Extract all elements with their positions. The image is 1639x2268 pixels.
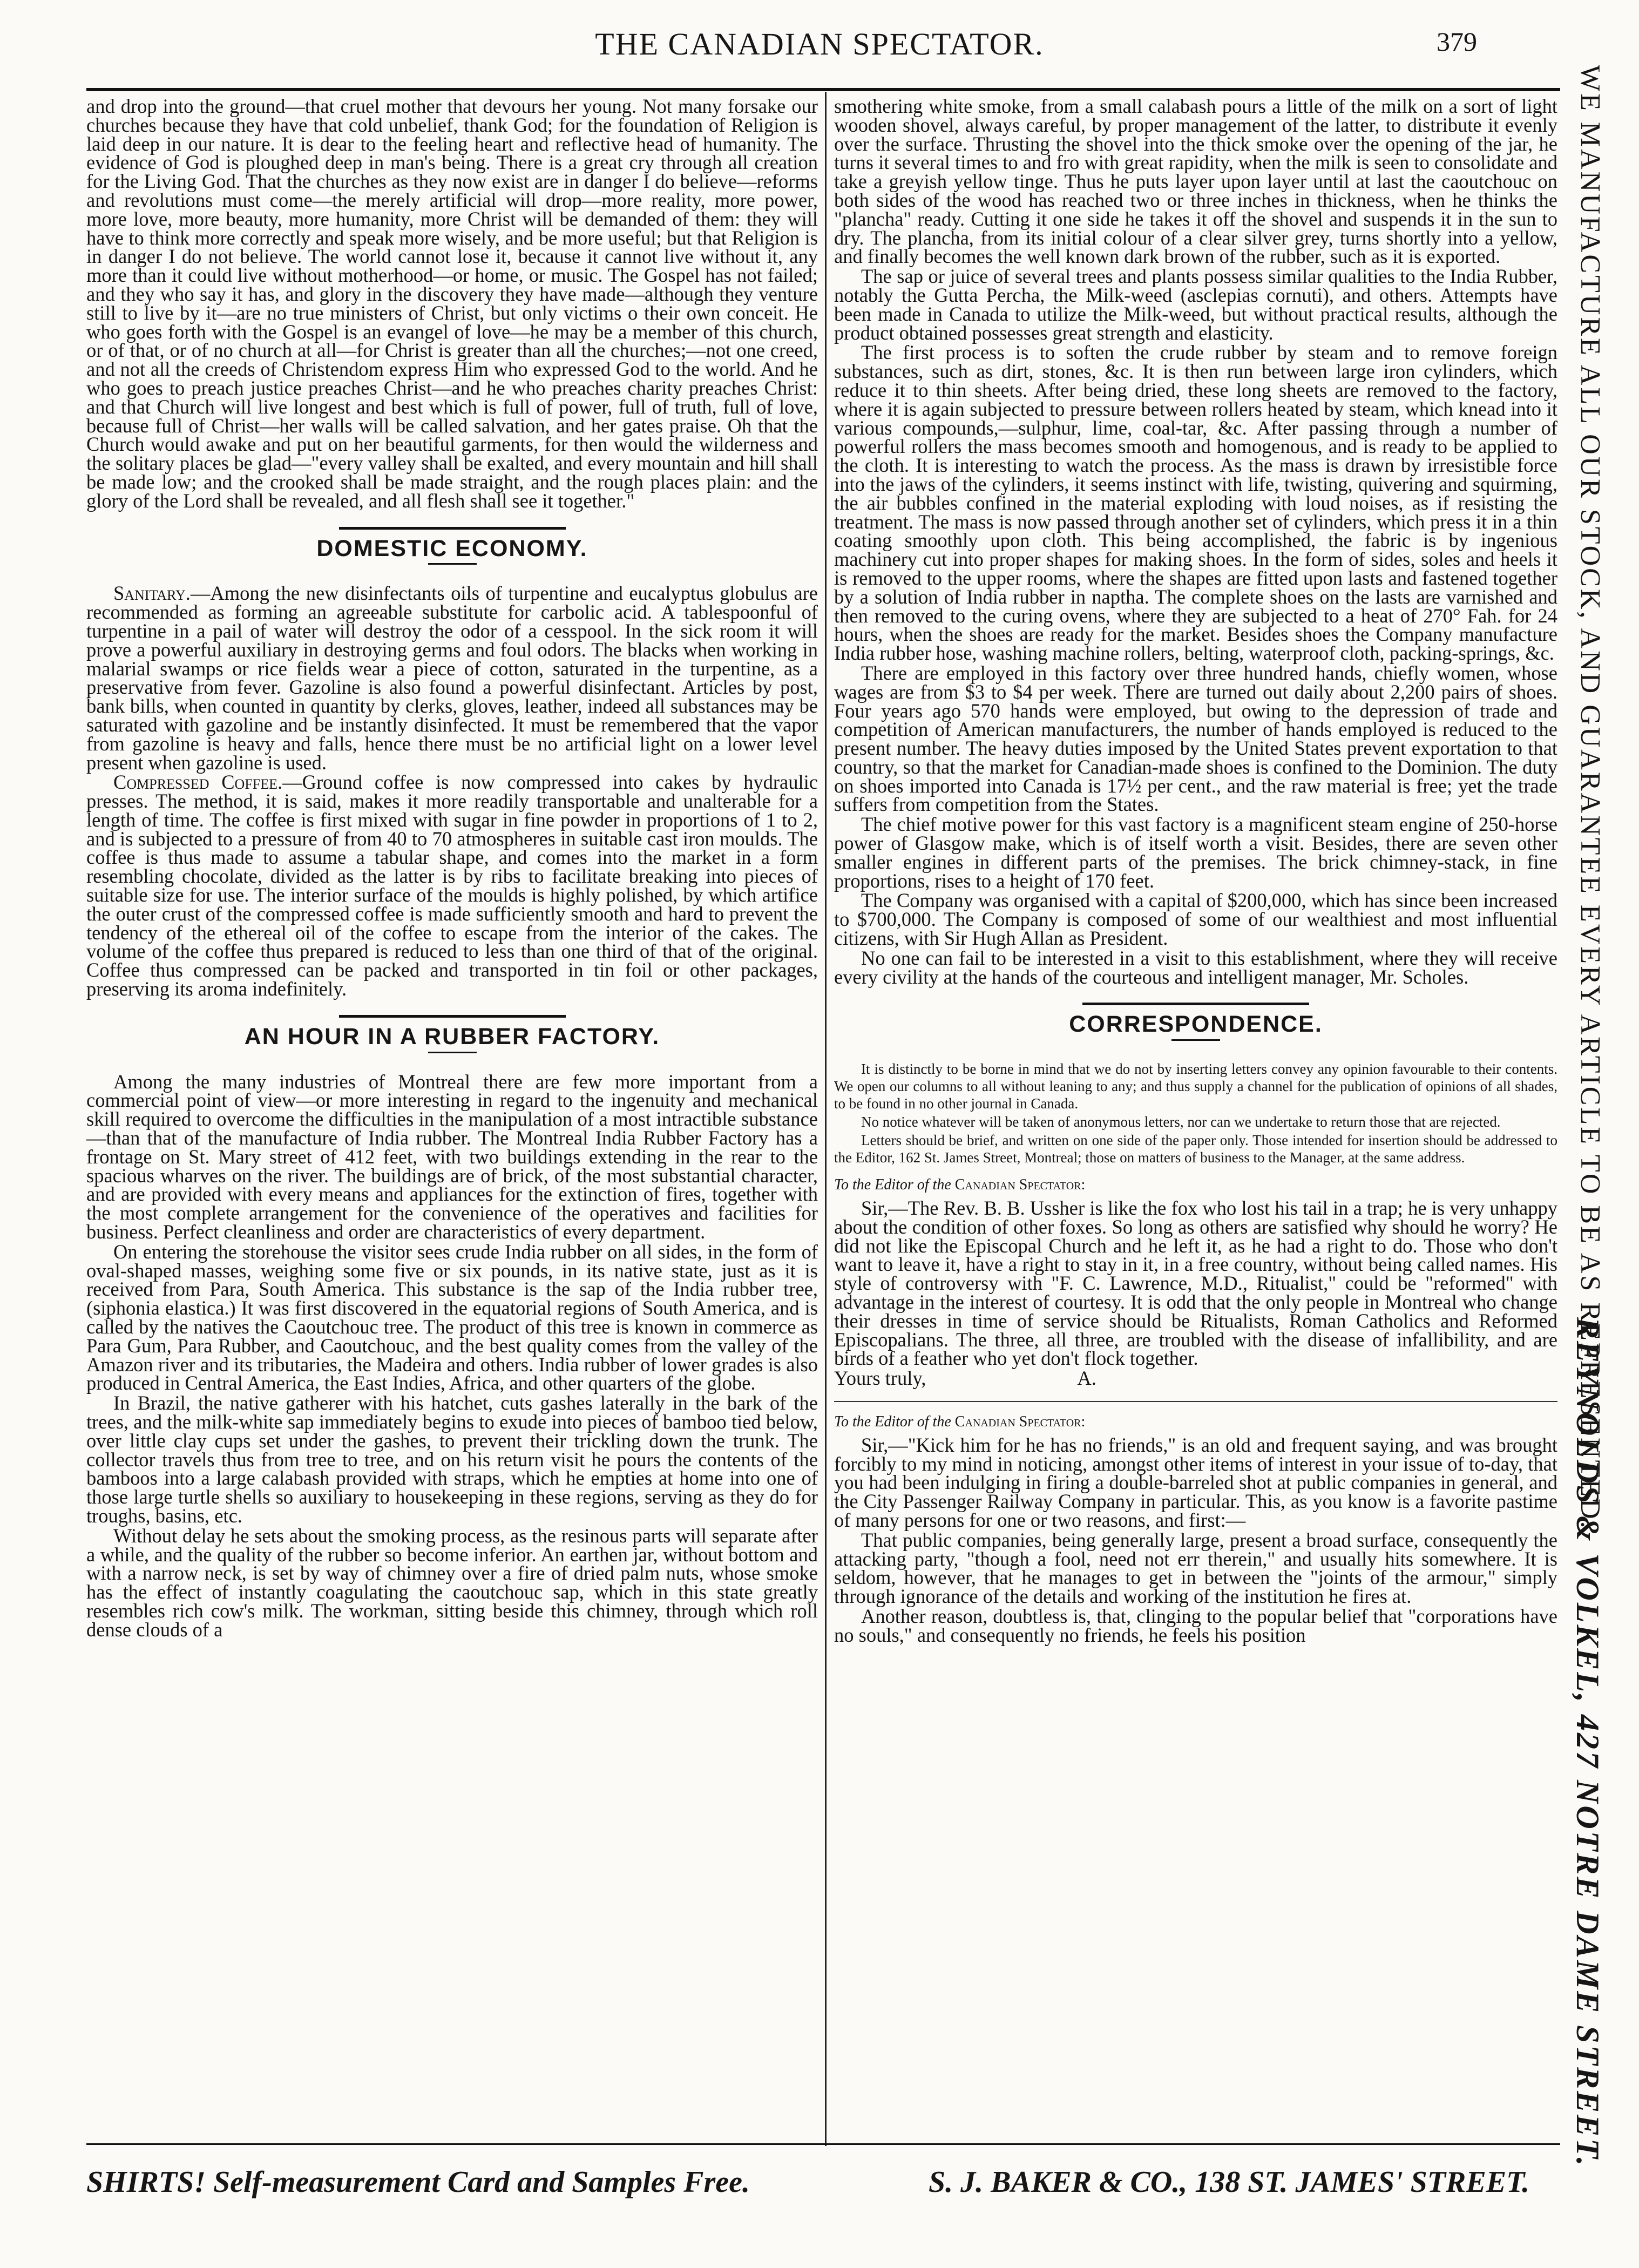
rubber-factory-heading: AN HOUR IN A RUBBER FACTORY.: [244, 1023, 660, 1050]
rubber-paragraph: In Brazil, the native gatherer with his hatchet, cuts gashes laterally in the bark of the trees, and the milk-white sap immediately begins to exude into pieces of bamboo tied below, over little clay cups set under the gashes, to prevent their trickling down the trunk. The collector travels thus from tree to tree, and on his return visit he pours the contents of the bamboos into a large calabash provided with straps, which he empties at home into one of those large turtle shells so auxiliary to housekeeping in these regions, serving as they do for troughs, basins, etc.: [86, 1392, 818, 1527]
side-advertisement-lower: REYNOLDS & VOLKEL, 427 NOTRE DAME STREET.: [1570, 1317, 1606, 2168]
coffee-lead: Compressed Coffee.: [113, 771, 283, 794]
salutation-prefix: To the Editor of the: [834, 1176, 951, 1194]
rubber-paragraph: The sap or juice of several trees and plants possess similar qualities to the India Rubber, notably the Gutta Percha, the Milk-weed (asclepias cornuti), and others. Attempts have been made in Canada to utilize the Milk-weed, but without practical results, although the product obtained possesses great strength and elasticity.: [834, 265, 1557, 344]
continued-article-text: and drop into the ground—that cruel mother that devours her young. Not many forsake our churches because they have that cold unbelief, thank God; for the foundation of Religion is laid deep in our nature. It is dear to the feeling heart and reflective head of humanity. The evidence of God is ploughed deep in man's being. There is a great cry through all creation for the Living God. That the churches as they now exist are in danger I do believe—reforms and revolutions must come—the merely artificial will drop—more reality, more power, more love, more beauty, more humanity, more Christ will be demanded of them: they will have to think more correctly and speak more wisely, and be more useful; but that Religion is in danger I do not believe. The world cannot lose it, because it cannot live without it, any more than it could live without motherhood—or home, or music. The Gospel has not failed; and they who say it has, and glory in the discovery they have made—although they venture still to live by it—are no true ministers of Christ, but only victims o their own conceit. He who goes forth with the Gospel is an evangel of love—he may be a member of this church, or of that, or of no church at all—for Christ is greater than all the churches;—not one creed, and not all the creeds of Christendom express Him who expressed God to the world. And he who goes to preach justice preaches Christ—and he who preaches charity preaches Christ: and that Church will live longest and best which is full of power, full of truth, full of love, because full of Christ—her walls will be called salvation, and her gates praise. Oh that the Church would awake and put on her beautiful garments, for then would the wilderness and the solitary places be glad—"every valley shall be exalted, and every mountain and hill shall be made low; and the crooked shall be made straight, and the rough places plain: and the glory of the Lord shall be revealed, and all flesh shall see it together.": [86, 95, 818, 512]
rubber-paragraph: The Company was organised with a capital of $200,000, which has since been increased to $700,000. The Company is composed of some of our wealthiest and most influential citizens, with Sir Hugh Allan as President.: [834, 889, 1557, 950]
page-header: [65, 15, 1574, 75]
letter-paragraph: Sir,—The Rev. B. B. Ussher is like the fox who lost his tail in a trap; he is very unhappy about the condition of other foxes. So long as others are satisfied why should he worry? He did not like the Episcopal Church and he left it, as he had a right to do. Those who don't want to leave it, have a right to stay in it, in a free country, without being called names. His style of controversy with "F. C. Lawrence, M.D., Ritualist," could be "reformed" with advantage in the interest of courtesy. It is odd that the only people in Montreal who change their dresses in time of service should be Ritualists, Roman Catholics and Reformed Episcopalians. The three, all three, are troubled with the disease of infallibility, and are birds of a feather who yet don't flock together.: [834, 1197, 1557, 1370]
heading-underline: [428, 563, 477, 565]
column-divider: [825, 92, 827, 2146]
footer-advertisement: [86, 2165, 1566, 2199]
signoff-closing: Yours truly,: [834, 1367, 926, 1390]
correspondence-heading: CORRESPONDENCE.: [1069, 1011, 1323, 1038]
sanitary-text: —Among the new disinfectants oils of turpentine and eucalyptus globulus are recommended as forming an agreeable substitute for carbolic acid. A tablespoonful of turpentine in a pail of water will destroy the odor of a cesspool. In the sick room it will prove a powerful auxiliary in destroying germs and foul odors. The blacks when working in malarial swamps or rice fields wear a piece of cotton, saturated in the turpentine, as a preservative from fever. Gazoline is also found a powerful disinfectant. Articles by post, bank bills, when counted in quantity by clerks, gloves, leather, indeed all substances may be saturated with gazoline and be instantly disinfected. It must be remembered that the vapor from gazoline is heavy and falls, hence there must be no artificial light on a lower level present when gazoline is used.: [86, 582, 818, 774]
page-number: 379: [1437, 26, 1477, 57]
letter-paragraph: Sir,—"Kick him for he has no friends," is an old and frequent saying, and was brought forcibly to my mind in noticing, amongst other items of interest in your issue of to-day, that you had been indulging in firing a double-barreled shot at public companies in general, and the City Passenger Railway Company in particular. This, as you know is a favorite pastime of many persons for one or two reasons, and first:—: [834, 1433, 1557, 1531]
notice-paragraph: It is distinctly to be borne in mind that we do not by inserting letters convey any opinion favourable to their contents. We open our columns to all without leaning to any; and thus supply a channel for the publication of opinions of all shades, to be found in no other journal in Canada.: [834, 1061, 1557, 1112]
coffee-text: —Ground coffee is now compressed into cakes by hydraulic presses. The method, it is said, makes it more readily transportable and unalterable for a length of time. The coffee is first mixed with sugar in fine powder in proportions of 1 to 2, and is subjected to a pressure of from 40 to 70 atmospheres in suitable cast iron moulds. The coffee is thus made to assume a tabular shape, and comes into the market in a form resembling chocolate, divided as the latter is by ribs to facilitate breaking into pieces of suitable size for use. The interior surface of the moulds is highly polished, by which artifice the outer crust of the compressed coffee is made sufficiently smooth and hard to prevent the tendency of the ethereal oil of the coffee to escape from the interior of the cakes. The volume of the coffee thus prepared is reduced to less than one third of that of the original. Coffee thus compressed can be packed and transported in tin foil or other packages, preserving its aroma indefinitely.: [86, 771, 818, 1000]
notice-paragraph: Letters should be brief, and written on one side of the paper only. Those intended for insertion should be addressed to the Editor, 162 St. James Street, Montreal; those on matters of business to the Manager, at the same address.: [834, 1132, 1557, 1166]
rubber-continued-paragraph: smothering white smoke, from a small calabash pours a little of the milk on a sort of light wooden shovel, always careful, by proper management of the latter, to distribute it evenly over the surface. Thrusting the shovel into the thick smoke over the opening of the jar, he turns it several times to and fro with great rapidity, when the milk is seen to consolidate and take a greyish yellow tinge. Thus he puts layer upon layer until at last the caoutchouc on both sides of the wood has reached two or three inches in thickness, when he thinks the "plancha" ready. Cutting it one side he takes it off the shovel and suspends it in the sun to dry. The plancha, from its initial colour of a clear silver grey, turns shortly into a yellow, and finally becomes the well known dark brown of the rubber, such as it is exported.: [834, 95, 1557, 268]
notice-paragraph: No notice whatever will be taken of anonymous letters, nor can we undertake to return those that are rejected.: [861, 1114, 1501, 1130]
rubber-paragraph: On entering the storehouse the visitor sees crude India rubber on all sides, in the form of oval-shaped masses, weighing some five or six pounds, in its native state, just as it is received from Para, South America. This substance is the sap of the India rubber tree, (siphonia elastica.) It was first discovered in the equatorial regions of South America, and is called by the natives the Caoutchouc tree. The product of this tree is known in commerce as Para Gum, Para Rubber, and Caoutchouc, and the best quality comes from the valley of the Amazon river and its tributaries, the Madeira and others. India rubber of lower grades is also produced in Central America, the East Indies, Africa, and other quarters of the globe.: [86, 1240, 818, 1394]
salutation-name: Canadian Spectator:: [954, 1413, 1086, 1431]
heading-underline: [428, 1052, 477, 1053]
footer-ad-right: S. J. BAKER & CO., 138 ST. JAMES' STREET.: [929, 2165, 1530, 2199]
masthead-title: THE CANADIAN SPECTATOR.: [595, 26, 1044, 62]
letter-salutation-header: [834, 1176, 1557, 1195]
section-rule: [1082, 1003, 1309, 1005]
domestic-economy-heading: DOMESTIC ECONOMY.: [316, 535, 588, 561]
section-rule: [339, 527, 566, 530]
salutation-prefix: To the Editor of the: [834, 1413, 951, 1431]
section-rule: [339, 1015, 566, 1018]
sanitary-lead: Sanitary.: [113, 582, 191, 605]
heading-underline: [1171, 1039, 1220, 1041]
rubber-paragraph: Without delay he sets about the smoking process, as the resinous parts will separate after a while, and the quality of the rubber so become inferior. An earthen jar, without bottom and with a narrow neck, is set by way of chimney over a fire of dried palm nuts, whose smoke has the effect of instantly coagulating the caoutchouc sap, which in this state greatly resembles rich cow's milk. The workman, sitting beside this chimney, through which roll dense clouds of a: [86, 1524, 818, 1641]
letter-salutation-header: [834, 1413, 1557, 1432]
letter-paragraph: That public companies, being generally large, present a broad surface, consequently the attacking party, "though a fool, need not err therein," and usually hits somewhere. It is seldom, however, that he manages to get in between the "joints of the armour," simply through ignorance of the details and working of the institution he fires at.: [834, 1528, 1557, 1608]
left-column: [86, 97, 818, 1641]
letter-divider: [834, 1401, 1557, 1402]
right-column: [834, 97, 1557, 1646]
rubber-paragraph: The first process is to soften the crude rubber by steam and to remove foreign substances, such as dirt, stones, &c. It is then run between large iron cylinders, which reduce it to thin sheets. After being dried, these long sheets are removed to the factory, where it is again subjected to pressure between rollers heated by steam, which knead into it various compounds,—sulphur, lime, coal-tar, &c. After passing through a number of powerful rollers the mass becomes smooth and homogenous, and is ready to be applied to the cloth. It is interesting to watch the process. As the mass is drawn by irresistible force into the jaws of the cylinders, it seems instinct with life, twisting, quivering and squirming, the air bubbles confined in the material exploding with loud noises, as if resisting the treatment. The mass is now passed through another set of cylinders, which press it in a thin coating smoothly upon cloth. This being accomplished, the fabric is by ingenious machinery cut into proper shapes for making shoes. In the form of sides, soles and heels it is removed to the upper rooms, where the shapes are fitted upon lasts and fastened together by a solution of India rubber in naptha. The complete shoes on the lasts are varnished and then removed to the curing ovens, where they are subjected to a heat of 270° Fah. for 24 hours, when the shoes are ready for the market. Besides shoes the Company manufacture India rubber hose, washing machine rollers, belting, waterproof cloth, packing-springs, &c.: [834, 341, 1557, 665]
side-advertisement-upper: WE MANUFACTURE ALL OUR STOCK, AND GUARANTEE EVERY ARTICLE TO BE AS REPRESENTED.: [1575, 65, 1606, 1531]
rubber-paragraph: There are employed in this factory over three hundred hands, chiefly women, whose wages are from $3 to $4 per week. There are turned out daily about 2,200 pairs of shoes. Four years ago 570 hands were employed, but owing to the depression of trade and competition of American manufacturers, the number of hands employed is reduced to the present number. The heavy duties imposed by the United States prevent exportation to that country, so that the market for Canadian-made shoes is confined to the Dominion. The duty on shoes imported into Canada is 17½ per cent., and the raw material is free; yet the trade suffers from competition from the States.: [834, 661, 1557, 816]
header-rule: [86, 88, 1560, 91]
signoff-initial: A.: [1077, 1367, 1096, 1390]
letter-paragraph: Another reason, doubtless is, that, clinging to the popular belief that "corporations have no souls," and consequently no friends, he feels his position: [834, 1604, 1557, 1646]
letter-signoff: [834, 1369, 1557, 1388]
sanitary-paragraph: [86, 584, 818, 772]
editorial-notice: [834, 1060, 1557, 1166]
footer-ad-left: SHIRTS! Self-measurement Card and Samples Free.: [86, 2165, 750, 2199]
rubber-paragraph: No one can fail to be interested in a visit to this establishment, where they will receive every civility at the hands of the courteous and intelligent manager, Mr. Scholes.: [834, 946, 1557, 988]
salutation-name: Canadian Spectator:: [954, 1176, 1086, 1194]
coffee-paragraph: [86, 773, 818, 999]
rubber-paragraph: The chief motive power for this vast factory is a magnificent steam engine of 250-horse power of Glasgow make, which is of itself worth a visit. Besides, there are seven other smaller engines in different parts of the premises. The brick chimney-stack, in fine proportions, rises to a height of 170 feet.: [834, 813, 1557, 892]
rubber-paragraph: Among the many industries of Montreal there are few more important from a commercial point of view—or more interesting in regard to the ingenuity and mechanical skill required to overcome the difficulties in the manipulation of a most intractible substance—than that of the manufacture of India rubber. The Montreal India Rubber Factory has a frontage on St. Mary street of 412 feet, with two buildings extending in the rear to the spacious wharves on the river. The buildings are of brick, of the most substantial character, and are provided with every means and appliances for the extinction of fires, together with the most complete arrangement for the convenience of the operatives and facilities for business. Perfect cleanliness and order are characteristics of every department.: [86, 1070, 818, 1243]
footer-rule: [86, 2143, 1560, 2145]
